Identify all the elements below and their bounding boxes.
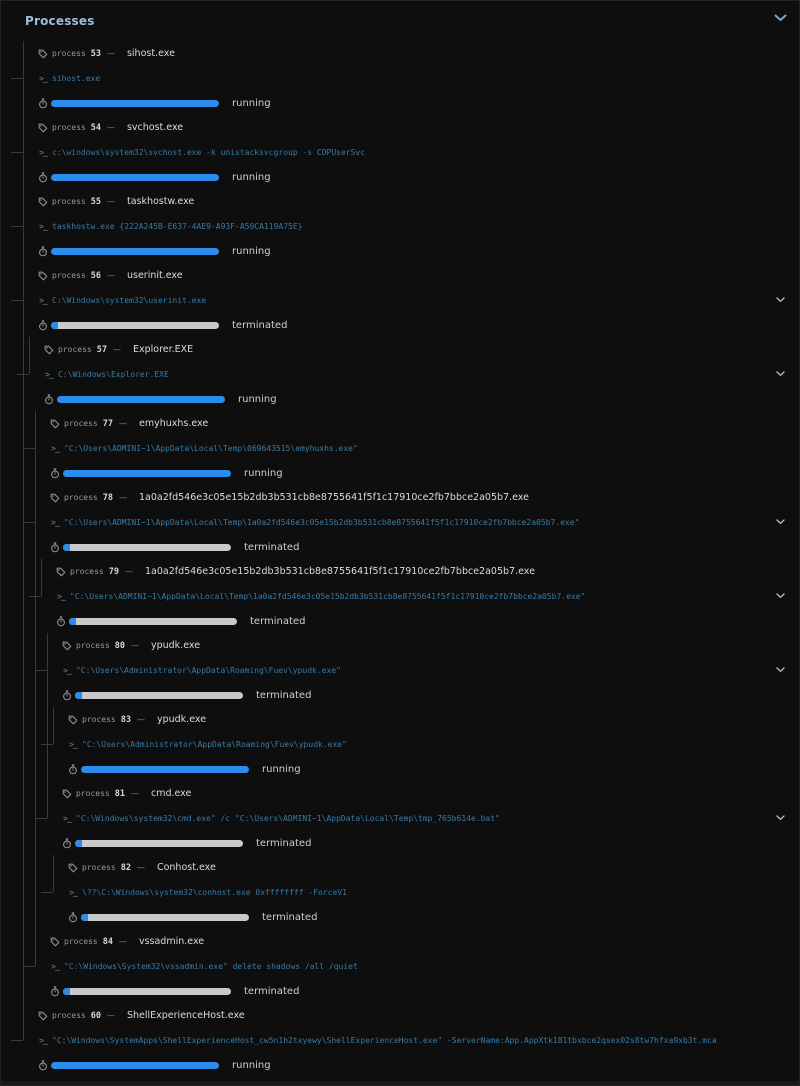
process-status-row (67, 905, 799, 930)
process-label: process (64, 937, 98, 946)
cmdline-expand-chevron-icon[interactable] (775, 814, 785, 822)
process-cmdline: "C:\Users\ADMINI~1\AppData\Local\Temp\1a0a2fd546e3c05e15b2db3b531cb8e8755641f5f1c17910ce2fb7bbce2a05b7.exe" (70, 592, 586, 601)
stopwatch-icon (37, 246, 49, 257)
process-cmdline-row (61, 658, 799, 683)
process-dash: — (106, 49, 115, 58)
status-label: running (244, 468, 283, 479)
process-name: svchost.exe (126, 122, 184, 133)
stopwatch-icon (49, 468, 61, 479)
process-cmdline-row (37, 214, 799, 239)
status-label: running (232, 98, 271, 109)
process-cmdline-row (61, 806, 799, 831)
stopwatch-icon (67, 912, 79, 923)
terminal-prompt-icon: >_ (69, 888, 77, 897)
process-header-row[interactable] (67, 707, 799, 732)
process-node (43, 337, 799, 411)
process-node (37, 1003, 799, 1077)
process-pid: 79 (108, 566, 119, 577)
status-progress-bar (57, 396, 225, 403)
process-node (61, 781, 799, 855)
stopwatch-icon (37, 98, 49, 109)
process-dash: — (124, 567, 133, 576)
children-group (53, 855, 799, 929)
process-name: taskhostw.exe (126, 196, 195, 207)
status-progress-bar (51, 100, 219, 107)
cmdline-expand-chevron-icon[interactable] (775, 666, 785, 674)
children-group (53, 707, 799, 781)
status-progress-bar (75, 840, 243, 847)
process-dash: — (130, 641, 139, 650)
tag-icon (37, 49, 49, 59)
children-group (47, 633, 799, 929)
tag-icon (49, 937, 61, 947)
process-header-row[interactable] (49, 929, 799, 954)
status-progress-bar (51, 248, 219, 255)
process-header-row[interactable] (67, 855, 799, 880)
terminal-prompt-icon: >_ (51, 518, 59, 527)
process-header-row[interactable] (55, 559, 799, 584)
process-label: process (58, 345, 92, 354)
tag-icon (61, 789, 73, 799)
process-name: ypudk.exe (156, 714, 207, 725)
terminal-prompt-icon: >_ (39, 74, 47, 83)
status-label: running (232, 172, 271, 183)
process-pid: 82 (120, 862, 131, 873)
process-cmdline: C:\Windows\Explorer.EXE (58, 370, 169, 379)
tree-connector-line (29, 337, 30, 374)
process-pid: 83 (120, 714, 131, 725)
process-cmdline-row (43, 362, 799, 387)
process-status-row (37, 165, 799, 190)
panel-title: Processes (25, 14, 95, 28)
process-pid: 56 (90, 270, 101, 281)
status-label: terminated (244, 986, 300, 997)
process-name: sihost.exe (126, 48, 175, 59)
process-label: process (64, 493, 98, 502)
status-progress-bar (51, 1062, 219, 1069)
process-cmdline: "C:\Windows\system32\cmd.exe" /c "C:\Users\ADMINI~1\AppData\Local\Temp\tmp_765b614e.bat" (76, 814, 500, 823)
process-cmdline: "C:\Users\ADMINI~1\AppData\Local\Temp\069643515\emyhuxhs.exe" (64, 444, 358, 453)
tag-icon (67, 715, 79, 725)
status-label: running (262, 764, 301, 775)
process-header-row[interactable] (61, 781, 799, 806)
stopwatch-icon (43, 394, 55, 405)
process-dash: — (106, 271, 115, 280)
tag-icon (37, 1011, 49, 1021)
process-name: Explorer.EXE (132, 344, 194, 355)
status-label: terminated (250, 616, 306, 627)
status-progress-bar (51, 322, 219, 329)
process-name: 1a0a2fd546e3c05e15b2db3b531cb8e8755641f5f1c17910ce2fb7bbce2a05b7.exe (138, 492, 529, 503)
process-pid: 60 (90, 1010, 101, 1021)
tree-connector-line (35, 411, 36, 966)
tag-icon (55, 567, 67, 577)
process-node (37, 189, 799, 263)
process-status-row (55, 609, 799, 634)
process-header-row[interactable] (49, 411, 799, 436)
process-cmdline-row (49, 954, 799, 979)
process-cmdline: "C:\Windows\SystemApps\ShellExperienceHost_cw5n1h2txyewy\ShellExperienceHost.exe" -ServerName:App.AppXtk181tbxbce2qsex02s8tw7hfxa9xb3t.mca (52, 1036, 717, 1045)
process-cmdline: \??\C:\Windows\system32\conhost.exe 0xffffffff -ForceV1 (82, 888, 347, 897)
cmdline-expand-chevron-icon[interactable] (775, 518, 785, 526)
process-dash: — (106, 123, 115, 132)
status-label: running (238, 394, 277, 405)
tag-icon (37, 197, 49, 207)
tag-icon (37, 271, 49, 281)
process-node (61, 633, 799, 707)
terminal-prompt-icon: >_ (39, 1036, 47, 1045)
status-label: terminated (232, 320, 288, 331)
terminal-prompt-icon: >_ (69, 740, 77, 749)
process-pid: 77 (102, 418, 113, 429)
process-node (67, 707, 799, 781)
stopwatch-icon (55, 616, 67, 627)
terminal-prompt-icon: >_ (51, 962, 59, 971)
process-header-row[interactable] (37, 263, 799, 288)
status-label: terminated (262, 912, 318, 923)
process-node (49, 485, 799, 559)
process-pid: 55 (90, 196, 101, 207)
process-status-row (49, 979, 799, 1004)
process-status-row (37, 313, 799, 338)
process-header-row[interactable] (37, 189, 799, 214)
process-cmdline: "C:\Users\Administrator\AppData\Roaming\Fuev\ypudk.exe" (82, 740, 347, 749)
stopwatch-icon (37, 1060, 49, 1071)
process-status-row (37, 239, 799, 264)
process-header-row[interactable] (43, 337, 799, 362)
process-dash: — (136, 715, 145, 724)
children-group (29, 337, 799, 1003)
process-dash: — (106, 197, 115, 206)
terminal-prompt-icon: >_ (63, 814, 71, 823)
process-status-row (67, 757, 799, 782)
status-progress-bar (81, 914, 249, 921)
process-status-row (49, 535, 799, 560)
terminal-prompt-icon: >_ (51, 444, 59, 453)
process-cmdline-row (37, 66, 799, 91)
terminal-prompt-icon: >_ (39, 296, 47, 305)
process-node (49, 411, 799, 485)
process-dash: — (130, 789, 139, 798)
process-node (37, 263, 799, 337)
tag-icon (49, 419, 61, 429)
process-cmdline-row (67, 880, 799, 905)
status-progress-bar (63, 544, 231, 551)
process-cmdline: sihost.exe (52, 74, 101, 83)
process-pid: 54 (90, 122, 101, 133)
status-progress-bar (51, 174, 219, 181)
process-header-row[interactable] (37, 115, 799, 140)
stopwatch-icon (67, 764, 79, 775)
process-cmdline: taskhostw.exe {222A245B-E637-4AE9-A93F-A59CA119A75E} (52, 222, 303, 231)
terminal-prompt-icon: >_ (39, 148, 47, 157)
panel-header (1, 1, 799, 41)
process-header-row[interactable] (49, 485, 799, 510)
process-dash: — (118, 937, 127, 946)
tag-icon (67, 863, 79, 873)
cmdline-expand-chevron-icon[interactable] (775, 370, 785, 378)
process-name: Conhost.exe (156, 862, 216, 873)
process-dash: — (106, 1011, 115, 1020)
process-label: process (82, 715, 116, 724)
status-progress-bar (63, 988, 231, 995)
tree-connector-line (23, 41, 24, 1040)
tree-connector-line (47, 633, 48, 818)
process-status-row (43, 387, 799, 412)
process-cmdline: "C:\Windows\System32\vssadmin.exe" delete shadows /all /quiet (64, 962, 358, 971)
process-status-row (49, 461, 799, 486)
process-status-row (37, 1053, 799, 1078)
process-status-row (61, 683, 799, 708)
stopwatch-icon (61, 838, 73, 849)
stopwatch-icon (61, 690, 73, 701)
process-cmdline: "C:\Users\ADMINI~1\AppData\Local\Temp\1a0a2fd546e3c05e15b2db3b531cb8e8755641f5f1c17910ce2fb7bbce2a05b7.exe" (64, 518, 580, 527)
process-cmdline: C:\Windows\system32\userinit.exe (52, 296, 207, 305)
process-cmdline-row (49, 436, 799, 461)
stopwatch-icon (37, 320, 49, 331)
process-pid: 53 (90, 48, 101, 59)
process-dash: — (118, 419, 127, 428)
process-label: process (52, 123, 86, 132)
children-group (41, 559, 799, 929)
stopwatch-icon (37, 172, 49, 183)
terminal-prompt-icon: >_ (45, 370, 53, 379)
status-label: terminated (256, 690, 312, 701)
process-name: cmd.exe (150, 788, 192, 799)
process-name: ShellExperienceHost.exe (126, 1010, 245, 1021)
process-name: ypudk.exe (150, 640, 201, 651)
process-node (55, 559, 799, 633)
terminal-prompt-icon: >_ (63, 666, 71, 675)
process-cmdline-row (37, 288, 799, 313)
bottom-edge-divider (1, 1081, 799, 1085)
process-pid: 78 (102, 492, 113, 503)
process-pid: 81 (114, 788, 125, 799)
process-cmdline-row (55, 584, 799, 609)
process-pid: 80 (114, 640, 125, 651)
process-label: process (52, 271, 86, 280)
status-label: terminated (256, 838, 312, 849)
terminal-prompt-icon: >_ (39, 222, 47, 231)
status-progress-bar (81, 766, 249, 773)
process-header-row[interactable] (61, 633, 799, 658)
cmdline-expand-chevron-icon[interactable] (775, 592, 785, 600)
process-status-row (61, 831, 799, 856)
process-label: process (70, 567, 104, 576)
status-progress-bar (75, 692, 243, 699)
process-cmdline-row (49, 510, 799, 535)
process-pid: 84 (102, 936, 113, 947)
status-label: running (232, 1060, 271, 1071)
process-name: userinit.exe (126, 270, 183, 281)
process-node (49, 929, 799, 1003)
status-progress-bar (69, 618, 237, 625)
process-label: process (52, 49, 86, 58)
tag-icon (61, 641, 73, 651)
status-label: running (232, 246, 271, 257)
process-header-row[interactable] (37, 41, 799, 66)
process-dash: — (118, 493, 127, 502)
process-cmdline-row (37, 140, 799, 165)
process-name: vssadmin.exe (138, 936, 205, 947)
process-cmdline-row (37, 1028, 799, 1053)
process-dash: — (136, 863, 145, 872)
cmdline-expand-chevron-icon[interactable] (775, 296, 785, 304)
tree-connector-line (53, 855, 54, 892)
process-pid: 57 (96, 344, 107, 355)
process-cmdline: c:\windows\system32\svchost.exe -k unistacksvcgroup -s CDPUserSvc (52, 148, 366, 157)
tag-icon (43, 345, 55, 355)
tree-connector-line (41, 559, 42, 596)
status-label: terminated (244, 542, 300, 553)
process-cmdline: "C:\Users\Administrator\AppData\Roaming\Fuev\ypudk.exe" (76, 666, 341, 675)
process-label: process (82, 863, 116, 872)
process-node (37, 41, 799, 115)
stopwatch-icon (49, 986, 61, 997)
process-header-row[interactable] (37, 1003, 799, 1028)
process-name: emyhuxhs.exe (138, 418, 209, 429)
process-cmdline-row (67, 732, 799, 757)
status-progress-bar (63, 470, 231, 477)
terminal-prompt-icon: >_ (57, 592, 65, 601)
tag-icon (37, 123, 49, 133)
process-label: process (76, 789, 110, 798)
process-node (37, 115, 799, 189)
process-dash: — (112, 345, 121, 354)
process-status-row (37, 91, 799, 116)
process-label: process (64, 419, 98, 428)
process-name: 1a0a2fd546e3c05e15b2db3b531cb8e8755641f5f1c17910ce2fb7bbce2a05b7.exe (144, 566, 535, 577)
stopwatch-icon (49, 542, 61, 553)
tree-connector-line (53, 707, 54, 744)
process-node (67, 855, 799, 929)
process-label: process (76, 641, 110, 650)
panel-collapse-chevron-icon[interactable] (773, 13, 787, 22)
children-group (35, 411, 799, 1003)
process-label: process (52, 1011, 86, 1020)
process-label: process (52, 197, 86, 206)
tag-icon (49, 493, 61, 503)
process-tree (23, 41, 799, 1077)
